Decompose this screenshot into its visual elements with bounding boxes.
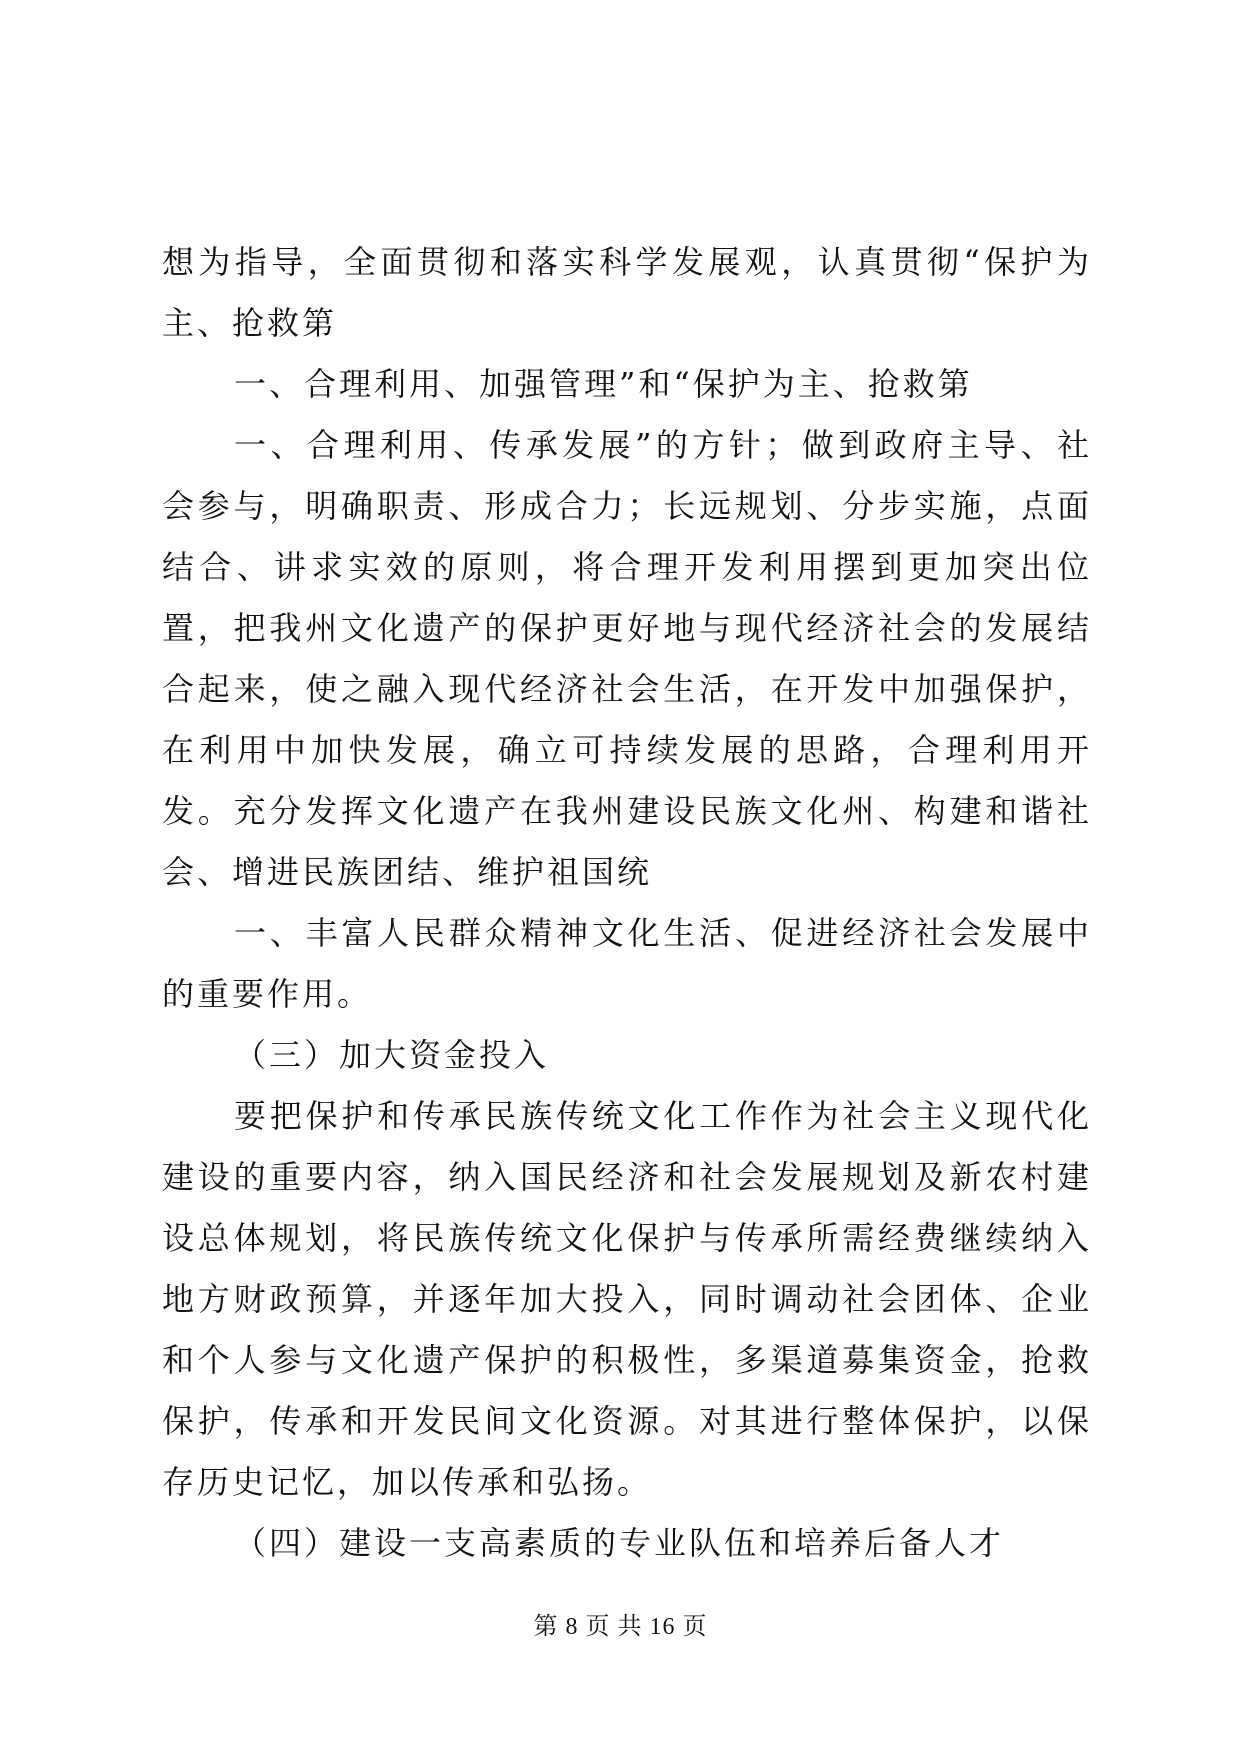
section-heading-talent: （四）建设一支高素质的专业队伍和培养后备人才 <box>234 1524 1005 1562</box>
paragraph-1: 想为指导，全面贯彻和落实科学发展观，认真贯彻“保护为主、抢救第 <box>162 243 1092 342</box>
page-number-footer: 第 8 页 共 16 页 <box>533 1614 708 1640</box>
paragraph-2: 一、合理利用、加强管理”和“保护为主、抢救第 <box>234 365 973 403</box>
paragraph-funding-body: 要把保护和传承民族传统文化工作作为社会主义现代化建设的重要内容，纳入国民经济和社会发展规划及新农村建设总体规划，将民族传统文化保护与传承所需经费继续纳入地方财政预算，并逐年加大投入，同时调动社会团体、企业和个人参与文化遗产保护的积极性，多渠道募集资金，抢救保护，传承和开发民间文化资源。对其进行整体保护，以保存历史记忆，加以传承和弘扬。 <box>162 1097 1092 1501</box>
paragraph-3: 一、合理利用、传承发展”的方针；做到政府主导、社会参与，明确职责、形成合力；长远规划、分步实施，点面结合、讲求实效的原则，将合理开发利用摆到更加突出位置，把我州文化遗产的保护更好地与现代经济社会的发展结合起来，使之融入现代经济社会生活，在开发中加强保护，在利用中加快发展，确立可持续发展的思路，合理利用开发。充分发挥文化遗产在我州建设民族文化州、构建和谐社会、增进民族团结、维护祖国统 <box>162 426 1092 891</box>
paragraph-4: 一、丰富人民群众精神文化生活、促进经济社会发展中的重要作用。 <box>162 914 1092 1013</box>
document-body <box>162 232 1092 1574</box>
section-heading-funding: （三）加大资金投入 <box>234 1036 550 1074</box>
